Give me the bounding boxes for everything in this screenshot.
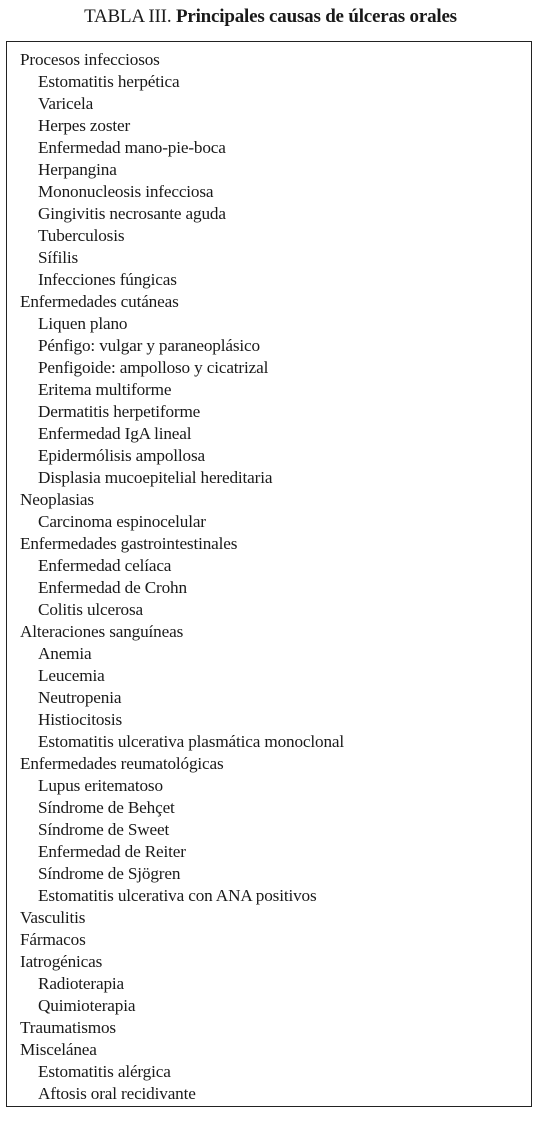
- cause-item: Colitis ulcerosa: [38, 600, 144, 619]
- cause-item: Estomatitis ulcerativa con ANA positivos: [38, 886, 317, 905]
- cause-item: Pénfigo: vulgar y paraneoplásico: [38, 336, 260, 355]
- cause-item: Herpes zoster: [38, 116, 131, 135]
- cause-item: Enfermedad celíaca: [38, 556, 172, 575]
- category-heading: Traumatismos: [20, 1018, 116, 1037]
- cause-item: Enfermedad de Reiter: [38, 842, 186, 861]
- causes-list: [7, 42, 531, 1105]
- cause-item: Anemia: [38, 644, 92, 663]
- category-heading: Vasculitis: [20, 908, 86, 927]
- cause-item: Radioterapia: [38, 974, 125, 993]
- cause-item: Varicela: [38, 94, 94, 113]
- category-heading: Procesos infecciosos: [20, 50, 160, 69]
- table-title-text: Principales causas de úlceras orales: [175, 6, 457, 27]
- cause-item: Lupus eritematoso: [38, 776, 163, 795]
- category-heading: Enfermedades gastrointestinales: [20, 534, 238, 553]
- cause-item: Síndrome de Sjögren: [38, 864, 181, 883]
- cause-item: Gingivitis necrosante aguda: [38, 204, 226, 223]
- causes-table: [6, 41, 532, 1107]
- cause-item: Quimioterapia: [38, 996, 136, 1015]
- cause-item: Epidermólisis ampollosa: [38, 446, 205, 465]
- cause-item: Histiocitosis: [38, 710, 122, 729]
- cause-item: Aftosis oral recidivante: [38, 1084, 196, 1103]
- cause-item: Enfermedad de Crohn: [38, 578, 187, 597]
- category-heading: Iatrogénicas: [20, 952, 103, 971]
- cause-item: Mononucleosis infecciosa: [38, 182, 214, 201]
- table-title: [0, 5, 541, 29]
- cause-item: Eritema multiforme: [38, 380, 172, 399]
- cause-item: Liquen plano: [38, 314, 128, 333]
- cause-item: Penfigoide: ampolloso y cicatrizal: [38, 358, 269, 377]
- cause-item: Enfermedad mano-pie-boca: [38, 138, 226, 157]
- category-heading: Enfermedades cutáneas: [20, 292, 179, 311]
- cause-item: Sífilis: [38, 248, 79, 267]
- cause-item: Estomatitis ulcerativa plasmática monoclonal: [38, 732, 345, 751]
- cause-item: Infecciones fúngicas: [38, 270, 177, 289]
- cause-item: Neutropenia: [38, 688, 122, 707]
- cause-item: Carcinoma espinocelular: [38, 512, 206, 531]
- category-heading: Enfermedades reumatológicas: [20, 754, 224, 773]
- table-title-prefix: TABLA III.: [84, 6, 172, 27]
- cause-item: Síndrome de Behçet: [38, 798, 175, 817]
- category-heading: Fármacos: [20, 930, 86, 949]
- cause-item: Estomatitis alérgica: [38, 1062, 171, 1081]
- category-heading: Neoplasias: [20, 490, 94, 509]
- cause-item: Tuberculosis: [38, 226, 125, 245]
- cause-item: Estomatitis herpética: [38, 72, 180, 91]
- cause-item: Dermatitis herpetiforme: [38, 402, 201, 421]
- cause-item: Herpangina: [38, 160, 117, 179]
- cause-item: Enfermedad IgA lineal: [38, 424, 192, 443]
- cause-item: Displasia mucoepitelial hereditaria: [38, 468, 273, 487]
- cause-item: Leucemia: [38, 666, 105, 685]
- category-heading: Alteraciones sanguíneas: [20, 622, 184, 641]
- category-heading: Miscelánea: [20, 1040, 97, 1059]
- cause-item: Síndrome de Sweet: [38, 820, 170, 839]
